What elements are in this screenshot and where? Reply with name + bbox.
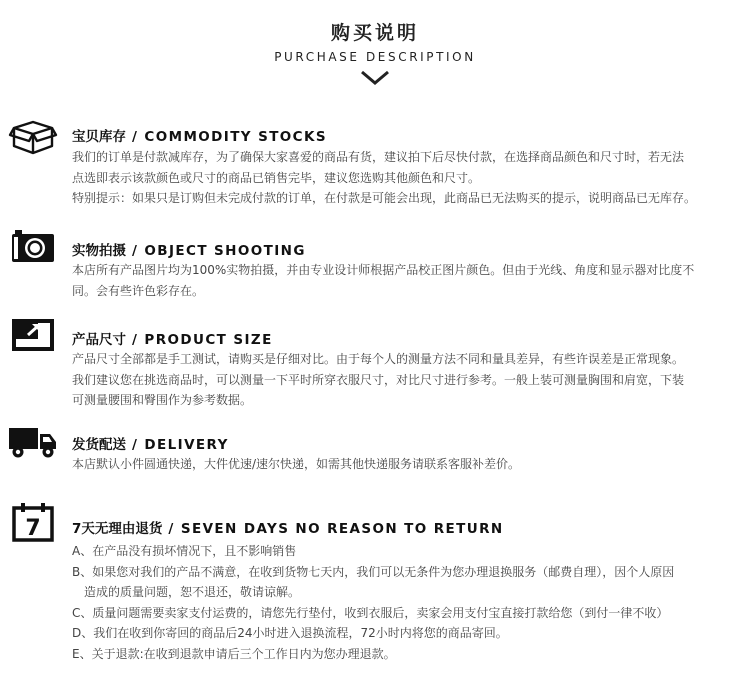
body-line: C、质量问题需要卖家支付运费的，请您先行垫付，收到衣服后，卖家会用支付宝直接打款给您（到付一律不收） xyxy=(72,605,669,620)
section-body xyxy=(72,349,744,411)
body-line: 我们建议您在挑选商品时，可以测量一下平时所穿衣服尺寸，对比尺寸进行参考。一般上装可测量胸围和肩宽，下装 xyxy=(72,372,685,387)
body-line: 造成的质量问题，恕不退还，敬请谅解。 xyxy=(84,585,301,599)
section-body xyxy=(72,541,744,664)
body-line: 我们的订单是付款减库存，为了确保大家喜爱的商品有货，建议拍下后尽快付款，在选择商品颜色和尺寸时，若无法 xyxy=(72,150,685,164)
section-title: 实物拍摄 / OBJECT SHOOTING xyxy=(72,243,306,259)
body-line: B、如果您对我们的产品不满意，在收到货物七天内，我们可以无条件为您办理退换服务（邮费自理），因个人原因 xyxy=(72,564,675,579)
body-line: A、在产品没有损坏情况下，且不影响销售 xyxy=(72,544,297,558)
body-line: 产品尺寸全部都是手工测试，请购买是仔细对比。由于每个人的测量方法不同和量具差异，有些许误差是正常现象。 xyxy=(72,352,685,366)
body-line: D、我们在收到你寄回的商品后24小时进入退换流程，72小时内将您的商品寄回。 xyxy=(72,626,508,640)
section-body xyxy=(72,260,744,301)
page-title: 购买说明 xyxy=(330,22,419,44)
body-line: 可测量腰围和臀围作为参考数据。 xyxy=(72,393,253,407)
svg-text:7: 7 xyxy=(25,516,41,541)
section-body xyxy=(72,454,744,475)
calendar-7-icon xyxy=(8,502,58,542)
section-body xyxy=(72,147,744,209)
camera-icon xyxy=(8,226,58,266)
body-line: 本店所有产品图片均为100%实物拍摄，并由专业设计师根据产品校正图片颜色。但由于光线、角度和显示器对比度不 xyxy=(72,263,695,277)
body-line: 点选即表示该款颜色或尺寸的商品已销售完毕，建议您选购其他颜色和尺寸。 xyxy=(72,170,481,185)
body-line: E、关于退款:在收到退款申请后三个工作日内为您办理退款。 xyxy=(72,646,396,661)
body-line: 特别提示：如果只是订购但未完成付款的订单，在付款是可能会出现，此商品已无法购买的提示，说明商品已无库存。 xyxy=(72,191,697,205)
chevron-down-icon xyxy=(360,70,390,86)
section-title: 产品尺寸 / PRODUCT SIZE xyxy=(72,332,273,348)
section-title: 宝贝库存 / COMMODITY STOCKS xyxy=(72,129,327,145)
section-title: 7天无理由退货 / SEVEN DAYS NO REASON TO RETURN xyxy=(72,521,504,537)
section-title: 发货配送 / DELIVERY xyxy=(72,437,229,453)
body-line: 同。会有些许色彩存在。 xyxy=(72,283,205,298)
page-subtitle: PURCHASE DESCRIPTION xyxy=(274,50,476,64)
box-icon xyxy=(8,116,58,156)
truck-icon xyxy=(8,422,58,462)
body-line: 本店默认小件圆通快递，大件优速/速尔快递，如需其他快递服务请联系客服补差价。 xyxy=(72,457,521,471)
resize-icon xyxy=(8,315,58,355)
